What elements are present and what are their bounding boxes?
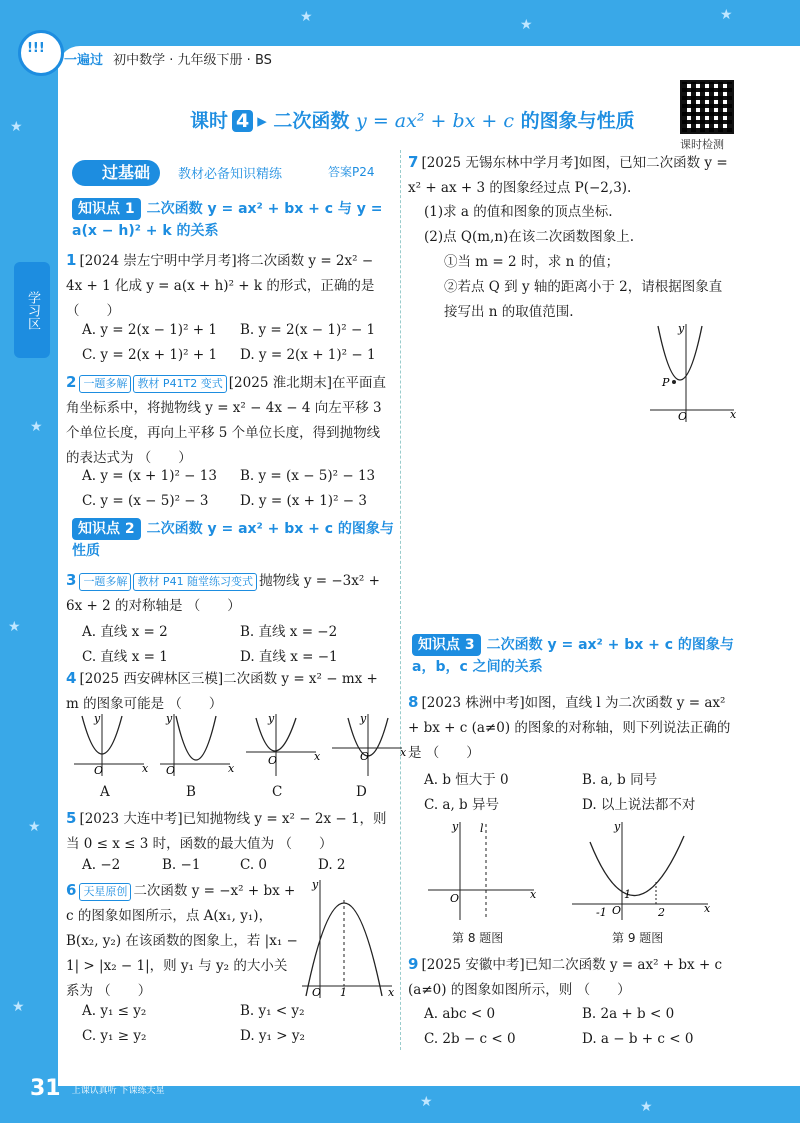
question-9: 9 [2025 安徽中考]已知二次函数 y = ax² + bx + c (a≠0) 的图象如图所示，则 （ ） [408, 955, 723, 998]
q9-option-c[interactable]: C. 2b − c < 0 [424, 1031, 516, 1047]
q6-option-b[interactable]: B. y₁ < y₂ [240, 1003, 305, 1019]
star-icon: ★ [10, 119, 23, 135]
knowledge-point-3: 知识点 3 二次函数 y = ax² + bx + c 的图象与 a，b，c 之间的关系 [412, 634, 734, 678]
footer [30, 1076, 165, 1101]
svg-text:2: 2 [658, 906, 665, 919]
question-3: 3 一题多解 教材 P41 随堂练习变式 抛物线 y = −3x² + 6x + 2 的对称轴是 （ ） [66, 571, 380, 614]
q9-option-a[interactable]: A. abc < 0 [424, 1006, 496, 1022]
svg-text:y: y [268, 712, 275, 725]
q4-graph-b[interactable] [160, 712, 235, 777]
banner-subtitle: 教材必备知识精练 [178, 167, 283, 182]
question-8: 8 [2023 株洲中考]如图，直线 l 为二次函数 y = ax² + bx + c (a≠0) 的图象的对称轴，则下列说法正确的是 （ ） [408, 693, 731, 761]
q2-option-c[interactable]: C. y = (x − 5)² − 3 [82, 493, 209, 509]
svg-text:O: O [94, 764, 104, 777]
q6-option-c[interactable]: C. y₁ ≥ y₂ [82, 1028, 147, 1044]
q1-option-a[interactable]: A. y = 2(x − 1)² + 1 [82, 322, 217, 338]
svg-text:O: O [312, 986, 322, 999]
fig8-caption: 第 8 题图 [452, 931, 504, 945]
q4-option-a[interactable]: A [100, 784, 110, 800]
q8-option-b[interactable]: B. a, b 同号 [582, 772, 658, 788]
svg-text:O: O [612, 904, 622, 917]
q4-option-c[interactable]: C [272, 784, 283, 800]
svg-text:l: l [480, 822, 484, 835]
star-icon: ★ [12, 999, 25, 1015]
q1-option-b[interactable]: B. y = 2(x − 1)² − 1 [240, 322, 376, 338]
star-icon: ★ [30, 419, 43, 435]
q4-graph-c[interactable] [246, 712, 321, 776]
q3-option-b[interactable]: B. 直线 x = −2 [240, 624, 338, 640]
q1-option-c[interactable]: C. y = 2(x + 1)² + 1 [82, 347, 218, 363]
q2-option-a[interactable]: A. y = (x + 1)² − 13 [82, 468, 217, 484]
svg-text:O: O [268, 754, 278, 767]
svg-text:y: y [614, 820, 621, 833]
q8-option-a[interactable]: A. b 恒大于 0 [424, 772, 509, 788]
banner-answer: 答案P24 [328, 165, 375, 179]
star-icon: ★ [520, 17, 533, 33]
q5-option-a[interactable]: A. −2 [82, 857, 121, 873]
q4-option-b[interactable]: B [186, 784, 196, 800]
q4-graph-a[interactable] [74, 712, 149, 777]
q5-option-b[interactable]: B. −1 [162, 857, 201, 873]
book-info: 初中数学 · 九年级下册 · BS [113, 53, 272, 68]
mascot-logo: !!! [18, 30, 64, 76]
q4-option-d[interactable]: D [356, 784, 367, 800]
lesson-title: 课时 4 ▸ 二次函数 y = ax² + bx + c 的图象与性质 [190, 110, 635, 132]
svg-text:O: O [678, 410, 688, 423]
svg-text:P: P [662, 376, 670, 389]
svg-text:y: y [94, 712, 101, 725]
q9-option-b[interactable]: B. 2a + b < 0 [582, 1006, 675, 1022]
brand-name: 一遍过 [64, 53, 104, 68]
knowledge-point-2: 知识点 2 二次函数 y = ax² + bx + c 的图象与性质 [72, 518, 394, 562]
q7-graph [650, 324, 736, 424]
column-divider [400, 150, 401, 1050]
page-number: 31 [30, 1076, 61, 1101]
q5-option-d[interactable]: D. 2 [318, 857, 346, 873]
svg-text:x: x [730, 408, 737, 421]
svg-text:x: x [400, 746, 407, 759]
svg-text:x: x [704, 902, 711, 915]
footer-motto: 上课认真听 下课练天星 [71, 1085, 165, 1096]
star-icon: ★ [640, 1099, 653, 1115]
svg-text:1: 1 [624, 888, 631, 901]
q4-graphs [74, 712, 407, 778]
side-tab-study-area[interactable]: 学习区 [14, 262, 50, 358]
lesson-number: 4 [232, 110, 253, 132]
star-icon: ★ [420, 1094, 433, 1110]
qr-label: 课时检测 [680, 138, 724, 151]
svg-text:O: O [166, 764, 176, 777]
q2-option-b[interactable]: B. y = (x − 5)² − 13 [240, 468, 376, 484]
svg-text:1: 1 [340, 986, 347, 999]
svg-text:y: y [360, 712, 367, 725]
q6-graph [302, 880, 394, 1000]
svg-text:y: y [312, 878, 319, 891]
q3-option-c[interactable]: C. 直线 x = 1 [82, 649, 168, 665]
q7-sub-1: ①当 m = 2 时，求 n 的值； [444, 254, 620, 270]
q3-option-d[interactable]: D. 直线 x = −1 [240, 649, 338, 665]
q2-option-d[interactable]: D. y = (x + 1)² − 3 [240, 493, 367, 509]
svg-text:x: x [388, 986, 395, 999]
question-5: 5 [2023 大连中考]已知抛物线 y = x² − 2x − 1，则当 0 ≤ x ≤ 3 时，函数的最大值为 （ ） [66, 809, 387, 852]
q9-option-d[interactable]: D. a − b + c < 0 [582, 1031, 694, 1047]
svg-text:x: x [142, 762, 149, 775]
q7-part-1: (1)求 a 的值和图象的顶点坐标. [424, 204, 613, 220]
svg-text:x: x [228, 762, 235, 775]
fig9-caption: 第 9 题图 [612, 931, 664, 945]
svg-text:x: x [530, 888, 537, 901]
question-1: 1 [2024 崇左宁明中学月考]将二次函数 y = 2x² − 4x + 1 化成 y = a(x + h)² + k 的形式，正确的是 （ ） [66, 251, 375, 319]
q5-option-c[interactable]: C. 0 [240, 857, 268, 873]
q6-option-a[interactable]: A. y₁ ≤ y₂ [82, 1003, 147, 1019]
q9-graph [572, 822, 712, 922]
svg-text:y: y [678, 322, 685, 335]
question-7: 7 [2025 无锡东林中学月考]如图，已知二次函数 y = x² + ax + 3 的图象经过点 P(−2,3). [408, 153, 728, 196]
question-2: 2 一题多解 教材 P41T2 变式 [2025 淮北期末]在平面直角坐标系中，将抛物线 y = x² − 4x − 4 向左平移 3 个单位长度，再向上平移 5 个单位长度，得到抛物线的表达式为 （ ） [66, 373, 386, 466]
question-4: 4 [2025 西安碑林区三模]二次函数 y = x² − mx + m 的图象可能是 （ ） [66, 669, 378, 712]
svg-text:-1: -1 [596, 906, 607, 919]
star-icon: ★ [8, 619, 21, 635]
header [64, 49, 272, 68]
svg-text:O: O [450, 892, 460, 905]
svg-text:y: y [166, 712, 173, 725]
q8-option-d[interactable]: D. 以上说法都不对 [582, 797, 696, 813]
star-icon: ★ [720, 7, 733, 23]
q7-sub-2: ②若点 Q 到 y 轴的距离小于 2，请根据图象直接写出 n 的取值范围. [444, 279, 723, 320]
q1-option-d[interactable]: D. y = 2(x + 1)² − 1 [240, 347, 376, 363]
qr-code[interactable] [680, 80, 734, 134]
knowledge-point-1: 知识点 1 二次函数 y = ax² + bx + c 与 y = a(x − h)² + k 的关系 [72, 198, 394, 242]
q6-option-d[interactable]: D. y₁ > y₂ [240, 1028, 305, 1044]
q8-graph [428, 822, 538, 922]
star-icon: ★ [300, 9, 313, 25]
svg-text:O: O [360, 750, 370, 763]
question-6: 6 天星原创 二次函数 y = −x² + bx + c 的图象如图所示，点 A(x₁, y₁)，B(x₂, y₂) 在该函数的图象上，若 |x₁ − 1| > |x₂ − 1|，则 y₁ 与 y₂ 的大小关系为 （ ） [66, 881, 298, 999]
svg-text:x: x [314, 750, 321, 763]
banner-title: 过基础 [72, 160, 160, 186]
star-icon: ★ [28, 819, 41, 835]
section-banner [72, 160, 390, 186]
q8-option-c[interactable]: C. a, b 异号 [424, 797, 499, 813]
q3-option-a[interactable]: A. 直线 x = 2 [82, 624, 168, 640]
svg-text:y: y [452, 820, 459, 833]
q7-part-2: (2)点 Q(m,n)在该二次函数图象上. [424, 229, 635, 245]
